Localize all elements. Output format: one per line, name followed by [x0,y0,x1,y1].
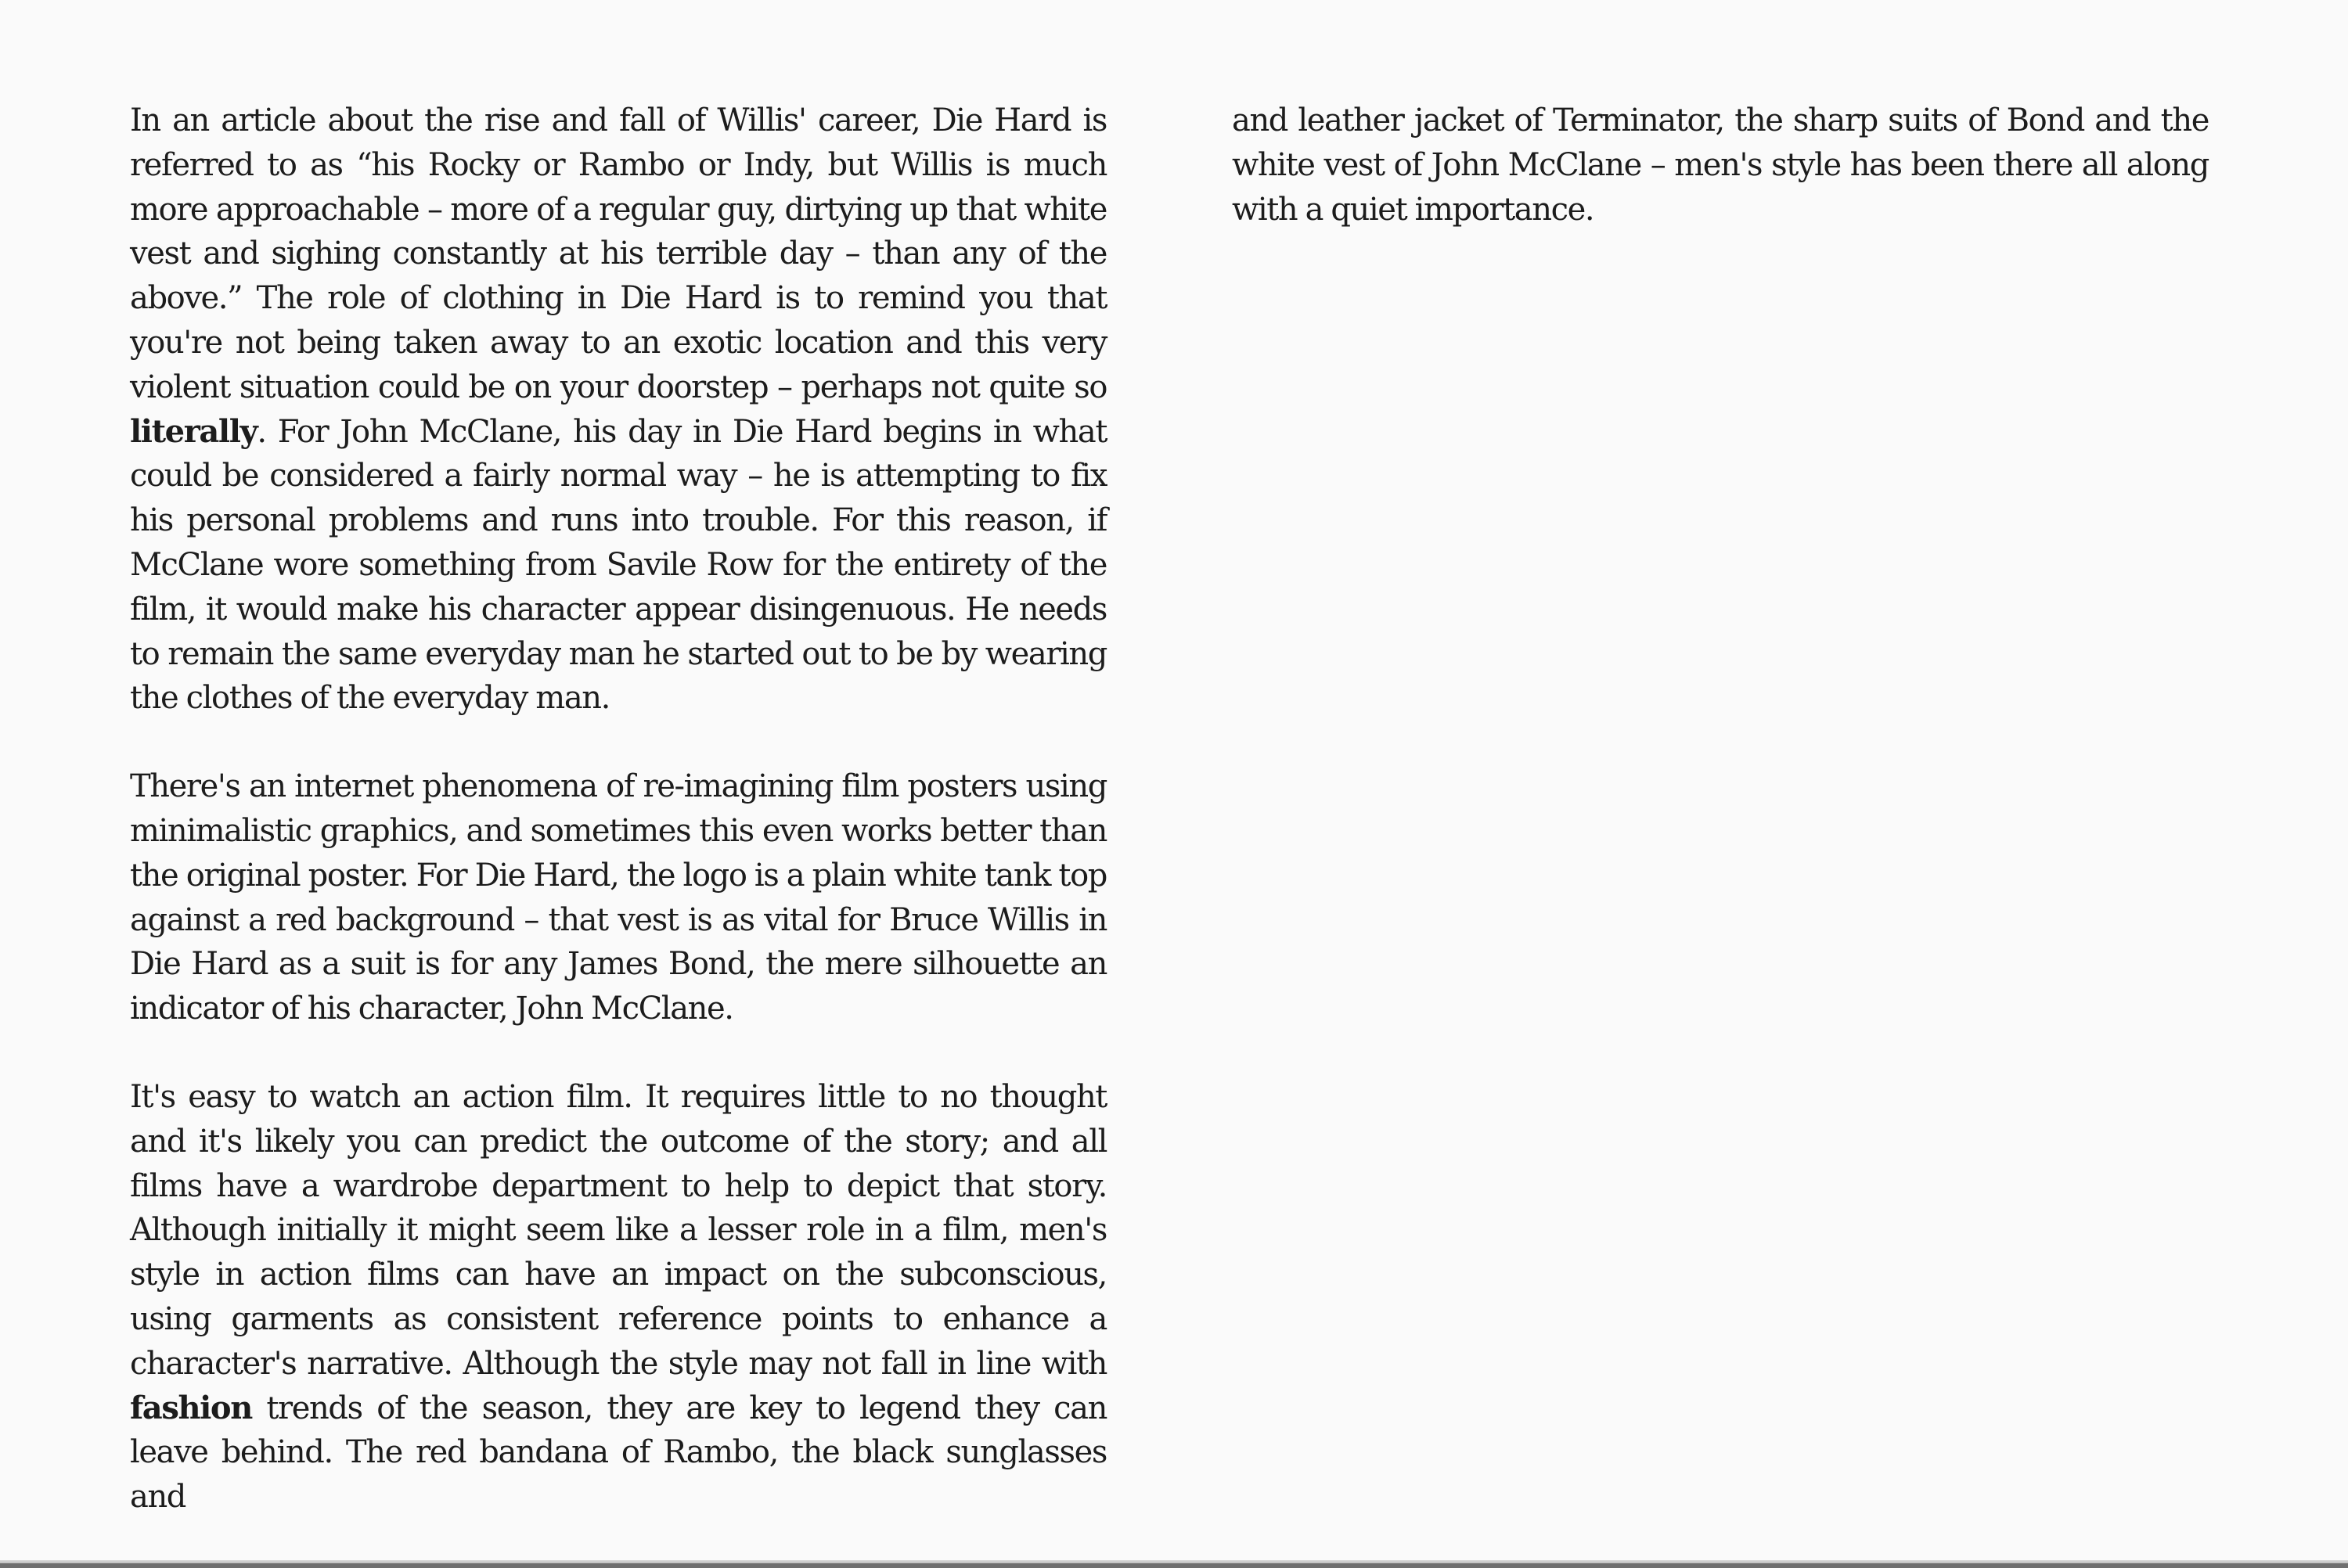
paragraph-1-text-b: . For John McClane, his day in Die Hard begins in what could be considered a fairly normal way – he is attempting to fix his personal problems and runs into trouble. For this reason, if McClane wore something from Savile Row for the entirety of the film, it would make his character appear disingenuous. He needs to remain the same everyday man he started out to be by wearing the clothes of the everyday man. [130,413,1107,717]
paragraph-continuation: and leather jacket of Terminator, the sharp suits of Bond and the white vest of John McClane – men's style has been there all along with a quiet importance. [1232,102,2209,228]
paragraph-3 [130,1075,1107,1519]
fashion-link[interactable]: fashion [130,1389,252,1426]
text-column-right [1232,99,2209,232]
paragraph-1 [130,99,1107,721]
literally-link[interactable]: literally [130,412,257,450]
paragraph-1-text-a: In an article about the rise and fall of Willis' career, Die Hard is referred to as “his Rocky or Rambo or Indy, but Willis is much more approachable – more of a regular guy, dirtying up that white vest and sighing constantly at his terrible day – than any of the above.” The role of clothing in Die Hard is to remind you that you're not being taken away to an exotic location and this very violent situation could be on your doorstep – perhaps not quite so [130,102,1107,405]
text-column-left [130,99,1107,1519]
paragraph-2: There's an internet phenomena of re-imagining film posters using minimalistic graphics, and sometimes this even works better than the original poster. For Die Hard, the logo is a plain white tank top against a red background – that vest is as vital for Bruce Willis in Die Hard as a suit is for any James Bond, the mere silhouette an indicator of his character, John McClane. [130,768,1107,1027]
window-bottom-border [0,1563,2348,1568]
paragraph-3-text-b: trends of the season, they are key to legend they can leave behind. The red bandana of Rambo, the black sunglasses and [130,1390,1107,1516]
paragraph-3-text-a: It's easy to watch an action film. It requires little to no thought and it's likely you can predict the outcome of the story; and all films have a wardrobe department to help to depict that story. Although initially it might seem like a lesser role in a film, men's style in action films can have an impact on the subconscious, using garments as consistent reference points to enhance a character's narrative. Although the style may not fall in line with [130,1078,1107,1382]
